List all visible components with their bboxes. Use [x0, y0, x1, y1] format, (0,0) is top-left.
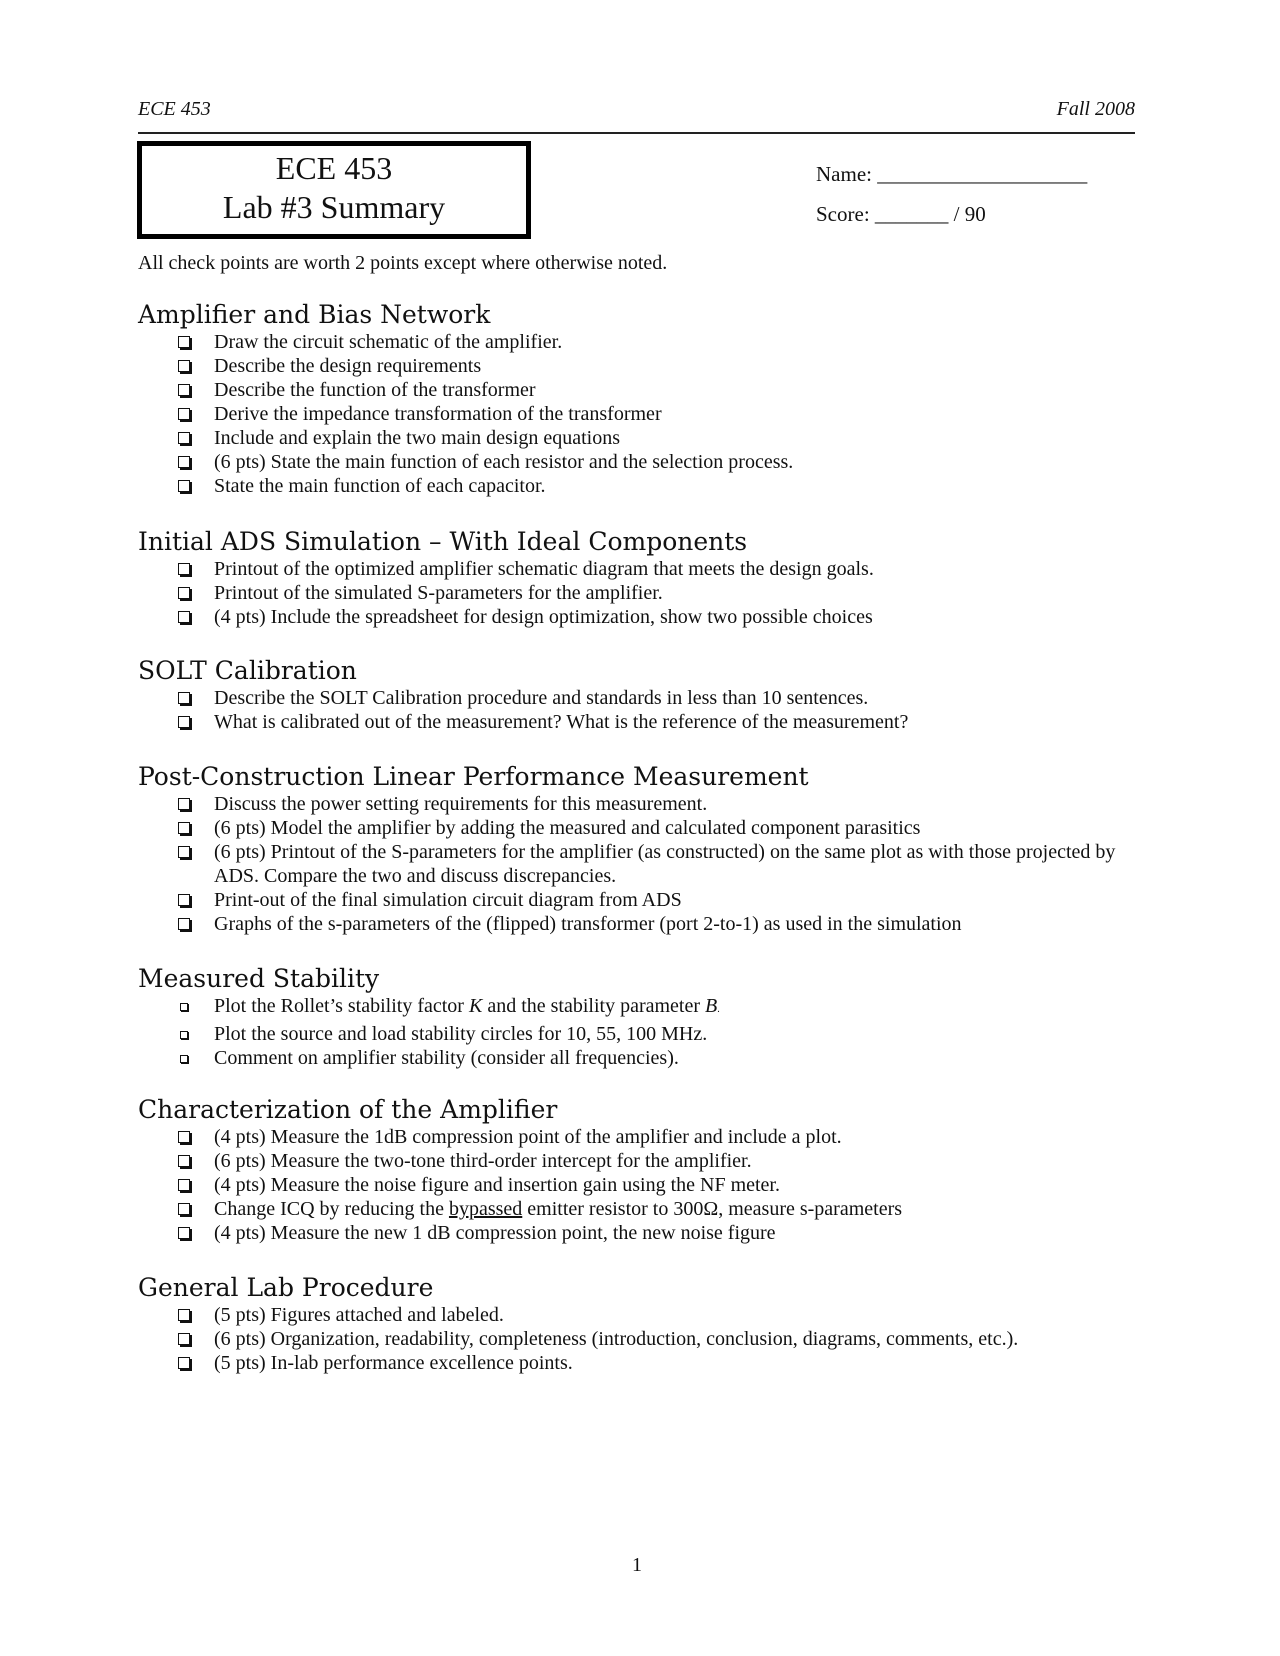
checkbox-icon[interactable] [178, 846, 190, 858]
checklist-item: Draw the circuit schematic of the amplifier. [138, 330, 1138, 354]
checkbox-icon[interactable] [178, 822, 190, 834]
checklist-item: Printout of the simulated S-parameters for the amplifier. [138, 581, 1138, 605]
checklist-item: Graphs of the s-parameters of the (flipped) transformer (port 2-to-1) as used in the simulation [138, 912, 1138, 936]
checkbox-icon[interactable] [178, 587, 190, 599]
term-header: Fall 2008 [1056, 98, 1135, 120]
checkbox-icon[interactable] [178, 456, 190, 468]
checkbox-icon[interactable] [180, 1055, 188, 1063]
checklist-item: Describe the SOLT Calibration procedure and standards in less than 10 sentences. [138, 686, 1138, 710]
checklist-item: (6 pts) State the main function of each resistor and the selection process. [138, 450, 1138, 474]
checklist-item: (6 pts) Measure the two-tone third-order intercept for the amplifier. [138, 1149, 1138, 1173]
checkbox-icon[interactable] [178, 1131, 190, 1143]
section-title: SOLT Calibration [138, 656, 357, 685]
checklist-item: Plot the source and load stability circles for 10, 55, 100 MHz. [138, 1022, 1138, 1046]
checkbox-icon[interactable] [178, 1357, 190, 1369]
checkbox-icon[interactable] [178, 692, 190, 704]
score-field: Score: _______ / 90 [816, 202, 986, 226]
checkbox-icon[interactable] [178, 384, 190, 396]
checklist-item: (5 pts) Figures attached and labeled. [138, 1303, 1138, 1327]
name-field: Name: ____________________ [816, 162, 1088, 186]
checkbox-icon[interactable] [178, 1227, 190, 1239]
checklist-item: Printout of the optimized amplifier schematic diagram that meets the design goals. [138, 557, 1138, 581]
checklist [138, 994, 1138, 1070]
checklist-item: What is calibrated out of the measurement? What is the reference of the measurement? [138, 710, 1138, 734]
section-title: Characterization of the Amplifier [138, 1095, 558, 1124]
checkbox-icon[interactable] [178, 1155, 190, 1167]
checklist-item: (5 pts) In-lab performance excellence points. [138, 1351, 1138, 1375]
checklist [138, 330, 1138, 498]
checkbox-icon[interactable] [178, 408, 190, 420]
checklist-item: State the main function of each capacitor. [138, 474, 1138, 498]
checklist-item: (4 pts) Measure the 1dB compression point of the amplifier and include a plot. [138, 1125, 1138, 1149]
section-title: Post-Construction Linear Performance Measurement [138, 762, 809, 791]
checkbox-icon[interactable] [178, 1333, 190, 1345]
checklist-item: Print-out of the final simulation circuit diagram from ADS [138, 888, 1138, 912]
section-characterization [138, 1095, 1138, 1245]
title-box [137, 141, 531, 239]
section-amplifier-bias [138, 300, 1138, 498]
section-general-lab [138, 1273, 1138, 1375]
checkbox-icon[interactable] [178, 1179, 190, 1191]
checkbox-icon[interactable] [178, 360, 190, 372]
section-title: Amplifier and Bias Network [138, 300, 491, 329]
checklist-item: Change ICQ by reducing the bypassed emitter resistor to 300Ω, measure s-parameters [138, 1197, 1138, 1221]
checklist-item: (4 pts) Include the spreadsheet for design optimization, show two possible choices [138, 605, 1138, 629]
checklist-item: (6 pts) Organization, readability, completeness (introduction, conclusion, diagrams, comments, etc.). [138, 1327, 1138, 1351]
section-title: Initial ADS Simulation – With Ideal Components [138, 527, 748, 556]
checklist-item: (6 pts) Model the amplifier by adding the measured and calculated component parasitics [138, 816, 1138, 840]
checklist [138, 792, 1138, 936]
checklist-item: Comment on amplifier stability (consider all frequencies). [138, 1046, 1138, 1070]
checkbox-icon[interactable] [178, 611, 190, 623]
checklist-item: (4 pts) Measure the new 1 dB compression point, the new noise figure [138, 1221, 1138, 1245]
checklist-item: (4 pts) Measure the noise figure and insertion gain using the NF meter. [138, 1173, 1138, 1197]
checkbox-icon[interactable] [178, 432, 190, 444]
checklist [138, 1125, 1138, 1245]
checkbox-icon[interactable] [178, 1203, 190, 1215]
checkbox-icon[interactable] [178, 918, 190, 930]
checklist-item: Derive the impedance transformation of the transformer [138, 402, 1138, 426]
section-title: General Lab Procedure [138, 1273, 434, 1302]
checkbox-icon[interactable] [178, 798, 190, 810]
points-note: All check points are worth 2 points except where otherwise noted. [138, 252, 668, 274]
checkbox-icon[interactable] [178, 716, 190, 728]
title-course: ECE 453 [275, 150, 393, 186]
checkbox-icon[interactable] [178, 894, 190, 906]
course-header: ECE 453 [138, 98, 211, 120]
checkbox-icon[interactable] [180, 1003, 188, 1011]
checklist [138, 686, 1138, 734]
checklist-item: Describe the function of the transformer [138, 378, 1138, 402]
section-measured-stability [138, 964, 1138, 1070]
section-initial-ads [138, 527, 1138, 629]
checklist-item: Describe the design requirements [138, 354, 1138, 378]
section-solt-calibration [138, 656, 1138, 734]
checklist [138, 1303, 1138, 1375]
checklist-item: Discuss the power setting requirements for this measurement. [138, 792, 1138, 816]
page-number: 1 [632, 1554, 642, 1576]
page-header [138, 98, 1135, 134]
checklist-item: (6 pts) Printout of the S-parameters for the amplifier (as constructed) on the same plot as with those projected by ADS. Compare the two and discuss discrepancies. [138, 840, 1138, 888]
checkbox-icon[interactable] [180, 1031, 188, 1039]
checkbox-icon[interactable] [178, 1309, 190, 1321]
section-post-construction [138, 762, 1138, 936]
checklist-item: Plot the Rollet’s stability factor K and the stability parameter B. [138, 994, 1138, 1022]
title-lab: Lab #3 Summary [222, 189, 446, 225]
checklist [138, 557, 1138, 629]
checklist-item: Include and explain the two main design equations [138, 426, 1138, 450]
section-title: Measured Stability [138, 964, 380, 993]
checkbox-icon[interactable] [178, 336, 190, 348]
checkbox-icon[interactable] [178, 480, 190, 492]
checkbox-icon[interactable] [178, 563, 190, 575]
